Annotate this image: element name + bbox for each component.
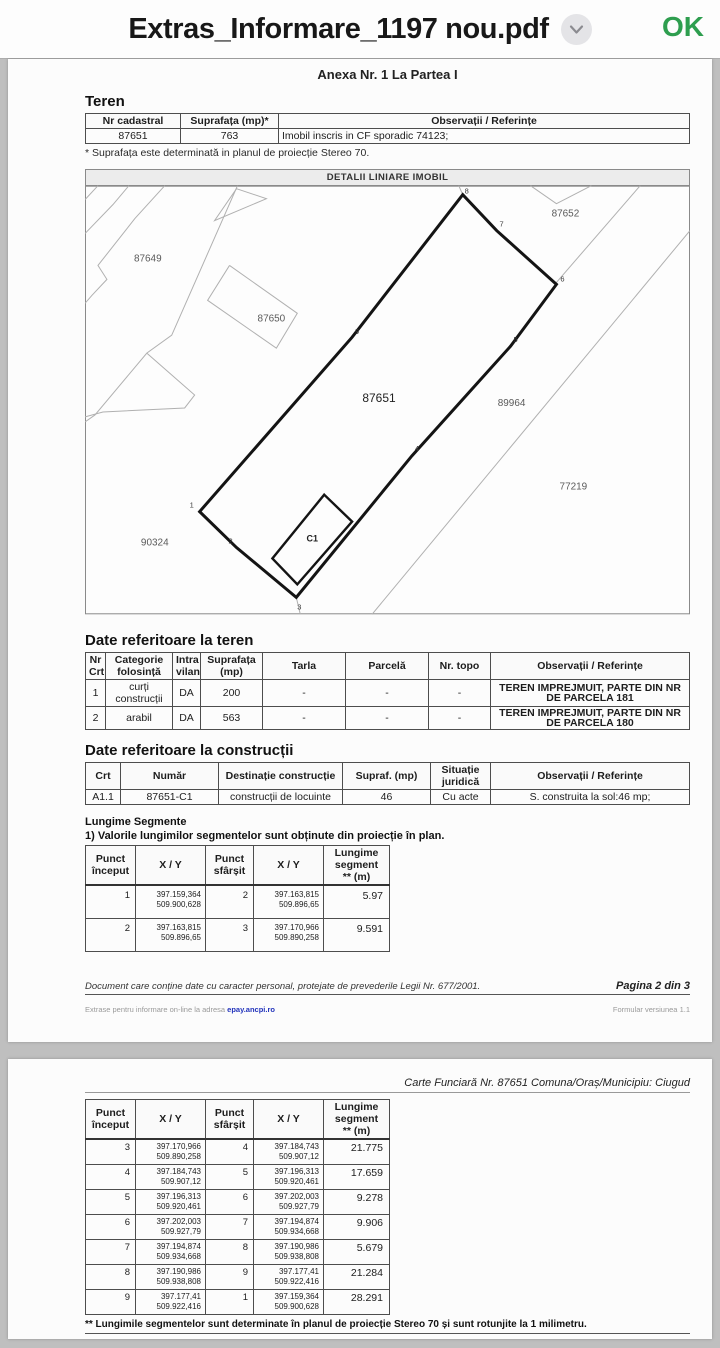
cell-xy-start	[136, 885, 206, 919]
cell-tarla: -	[263, 680, 346, 707]
coord-y: 509.896,65	[278, 900, 319, 909]
coord-y: 509.922,416	[156, 1302, 201, 1311]
coord-x: 397.177,41	[160, 1292, 201, 1301]
cell-xy-start	[136, 1240, 206, 1265]
coord-x: 397.170,966	[274, 923, 319, 932]
teren-details-heading: Date referitoare la teren	[85, 632, 254, 649]
coord-y: 509.934,668	[156, 1252, 201, 1261]
coord-x: 397.184,743	[274, 1142, 319, 1151]
coord-y: 509.920,461	[274, 1177, 319, 1186]
cadastral-map	[85, 185, 690, 615]
cell-parcela: -	[346, 680, 429, 707]
col-header: X / Y	[254, 1100, 324, 1140]
cell-observatii: S. construita la sol:46 mp;	[491, 790, 690, 805]
coord-y: 509.890,258	[274, 933, 319, 942]
col-header: X / Y	[136, 846, 206, 886]
segments-heading: Lungime Segmente	[85, 816, 187, 828]
parcel-label-87650: 87650	[257, 313, 286, 325]
cell-punct-sfarsit: 6	[206, 1190, 254, 1215]
epay-link[interactable]: epay.ancpi.ro	[227, 1005, 275, 1014]
coord-x: 397.163,815	[274, 890, 319, 899]
cell-xy-end	[254, 1190, 324, 1215]
pdf-scroll-viewport[interactable]	[0, 58, 720, 1348]
cell-xy-start	[136, 1265, 206, 1290]
pdf-page-2	[8, 59, 712, 1042]
segment-row	[86, 1190, 390, 1215]
cell-intravilan: DA	[173, 680, 201, 707]
col-header: Număr	[121, 763, 219, 790]
cell-xy-end	[254, 1165, 324, 1190]
col-header: Punct sfârșit	[206, 846, 254, 886]
col-header: Supraf. (mp)	[343, 763, 431, 790]
cell-xy-end	[254, 885, 324, 919]
cell-lungime: 5.97	[324, 885, 390, 919]
cell-punct-inceput: 5	[86, 1190, 136, 1215]
col-header: Nr cadastral	[86, 114, 181, 129]
table-row	[86, 790, 690, 805]
coord-y: 509.934,668	[274, 1227, 319, 1236]
parcel-label-87649: 87649	[133, 253, 162, 265]
coord-y: 509.920,461	[156, 1202, 201, 1211]
cell-parcela: -	[346, 707, 429, 730]
vertex-label: 5	[513, 335, 518, 345]
cell-punct-inceput: 2	[86, 919, 136, 952]
segment-row	[86, 1290, 390, 1315]
coord-y: 509.927,79	[278, 1202, 319, 1211]
cell-punct-inceput: 6	[86, 1215, 136, 1240]
cell-lungime: 9.591	[324, 919, 390, 952]
col-header: Nr. topo	[429, 653, 491, 680]
col-header: Destinație construcție	[219, 763, 343, 790]
vertex-label: 9	[355, 327, 360, 337]
vertex-label: 2	[228, 536, 233, 546]
cell-tarla: -	[263, 707, 346, 730]
cell-suprafata: 763	[181, 129, 279, 144]
cell-lungime: 9.278	[324, 1190, 390, 1215]
cell-xy-end	[254, 1139, 324, 1165]
cell-xy-end	[254, 1290, 324, 1315]
segments-table-2	[85, 1099, 390, 1315]
coord-x: 397.163,815	[156, 923, 201, 932]
page-indicator: Pagina 2 din 3	[616, 980, 690, 992]
segments-footnote: ** Lungimile segmentelor sunt determinate în planul de proiecție Stereo 70 și sunt rotunjite la 1 milimetru.	[85, 1319, 587, 1330]
segment-row	[86, 1139, 390, 1165]
cell-xy-end	[254, 919, 324, 952]
cell-lungime: 21.284	[324, 1265, 390, 1290]
cell-lungime: 28.291	[324, 1290, 390, 1315]
cell-punct-sfarsit: 3	[206, 919, 254, 952]
cell-punct-inceput: 1	[86, 885, 136, 919]
cell-nr: 1	[86, 680, 106, 707]
cell-nr-topo: -	[429, 680, 491, 707]
table-row	[86, 129, 690, 144]
coord-y: 509.907,12	[278, 1152, 319, 1161]
map-title-bar: DETALII LINIARE IMOBIL	[85, 169, 690, 186]
coord-y: 509.907,12	[160, 1177, 201, 1186]
coord-x: 397.159,364	[156, 890, 201, 899]
constructii-table	[85, 762, 690, 805]
cell-lungime: 21.775	[324, 1139, 390, 1165]
coord-x: 397.202,003	[156, 1217, 201, 1226]
annex-title: Anexa Nr. 1 La Partea I	[317, 67, 458, 82]
cell-lungime: 17.659	[324, 1165, 390, 1190]
constructii-heading: Date referitoare la construcții	[85, 742, 294, 759]
col-header: Lungime segment ** (m)	[324, 1100, 390, 1140]
cell-xy-start	[136, 1215, 206, 1240]
coord-x: 397.190,986	[156, 1267, 201, 1276]
cell-punct-sfarsit: 1	[206, 1290, 254, 1315]
cell-punct-sfarsit: 7	[206, 1215, 254, 1240]
cell-punct-inceput: 9	[86, 1290, 136, 1315]
pdf-page-3	[8, 1059, 712, 1339]
col-header: Suprafața (mp)*	[181, 114, 279, 129]
parcel-label-90324: 90324	[140, 537, 169, 549]
cell-intravilan: DA	[173, 707, 201, 730]
coord-y: 509.927,79	[160, 1227, 201, 1236]
parcel-label-87652: 87652	[551, 208, 580, 220]
col-header: Punct sfârșit	[206, 1100, 254, 1140]
cell-punct-inceput: 7	[86, 1240, 136, 1265]
segment-row	[86, 1215, 390, 1240]
coord-y: 509.900,628	[156, 900, 201, 909]
parcel-label-89964: 89964	[497, 397, 526, 409]
cell-lungime: 5.679	[324, 1240, 390, 1265]
cell-nr: 2	[86, 707, 106, 730]
cell-situatie: Cu acte	[431, 790, 491, 805]
cell-destinatie: construcții de locuinte	[219, 790, 343, 805]
footer-divider	[85, 1333, 690, 1334]
col-header: Nr Crt	[86, 653, 106, 680]
cell-punct-sfarsit: 2	[206, 885, 254, 919]
segments-note: 1) Valorile lungimilor segmentelor sunt obținute din proiecție în plan.	[85, 830, 445, 842]
col-header: Situație juridică	[431, 763, 491, 790]
cell-punct-sfarsit: 8	[206, 1240, 254, 1265]
cell-supraf: 46	[343, 790, 431, 805]
building-label-c1: C1	[306, 533, 318, 544]
cell-nr-cadastral: 87651	[86, 129, 181, 144]
col-header: Lungime segment ** (m)	[324, 846, 390, 886]
cell-xy-start	[136, 1190, 206, 1215]
teren-note: * Suprafața este determinată in planul de proiecție Stereo 70.	[85, 147, 370, 159]
teren-table	[85, 113, 690, 144]
coord-x: 397.202,003	[274, 1192, 319, 1201]
pdf-viewer-appbar	[0, 0, 720, 58]
teren-details-table	[85, 652, 690, 730]
footer-meta	[85, 1005, 690, 1014]
segment-row	[86, 1165, 390, 1190]
teren-heading: Teren	[85, 93, 125, 110]
carte-funciara-header: Carte Funciară Nr. 87651 Comuna/Oraș/Municipiu: Ciugud	[404, 1077, 690, 1089]
cell-punct-inceput: 3	[86, 1139, 136, 1165]
title-dropdown-button[interactable]	[561, 14, 592, 45]
cell-observatii: Imobil inscris in CF sporadic 74123;	[279, 129, 690, 144]
parcel-label-87651: 87651	[362, 390, 396, 405]
table-row	[86, 680, 690, 707]
vertex-label: 3	[297, 602, 302, 612]
col-header: X / Y	[254, 846, 324, 886]
col-header: Parcelă	[346, 653, 429, 680]
cell-xy-start	[136, 1165, 206, 1190]
col-header: Punct început	[86, 846, 136, 886]
col-header: Suprafața (mp)	[201, 653, 263, 680]
vertex-label: 4	[414, 443, 419, 453]
coord-y: 509.890,258	[156, 1152, 201, 1161]
cell-punct-sfarsit: 5	[206, 1165, 254, 1190]
col-header: Crt	[86, 763, 121, 790]
coord-x: 397.190,986	[274, 1242, 319, 1251]
segment-row	[86, 1265, 390, 1290]
coord-y: 509.896,65	[160, 933, 201, 942]
coord-y: 509.938,808	[274, 1252, 319, 1261]
coord-y: 509.938,808	[156, 1277, 201, 1286]
coord-x: 397.177,41	[278, 1267, 319, 1276]
cell-punct-sfarsit: 4	[206, 1139, 254, 1165]
vertex-label: 8	[464, 186, 469, 196]
coord-y: 509.900,628	[274, 1302, 319, 1311]
cell-categorie: arabil	[106, 707, 173, 730]
footer-divider	[85, 994, 690, 995]
coord-x: 397.196,313	[274, 1167, 319, 1176]
online-note	[85, 1005, 275, 1014]
coord-x: 397.196,313	[156, 1192, 201, 1201]
table-row	[86, 707, 690, 730]
cell-xy-start	[136, 919, 206, 952]
cell-xy-start	[136, 1290, 206, 1315]
segment-row	[86, 1240, 390, 1265]
cell-suprafata: 200	[201, 680, 263, 707]
coord-x: 397.170,966	[156, 1142, 201, 1151]
col-header: Observații / Referințe	[491, 763, 690, 790]
coord-x: 397.159,364	[274, 1292, 319, 1301]
col-header: Observații / Referințe	[279, 114, 690, 129]
privacy-note: Document care conține date cu caracter personal, protejate de prevederile Legii Nr. 677/2001.	[85, 981, 481, 992]
col-header: Observații / Referințe	[491, 653, 690, 680]
col-header: Punct început	[86, 1100, 136, 1140]
title-group	[0, 0, 720, 58]
parcel-label-77219: 77219	[559, 481, 588, 493]
coord-x: 397.194,874	[156, 1242, 201, 1251]
cell-punct-inceput: 8	[86, 1265, 136, 1290]
cell-crt: A1.1	[86, 790, 121, 805]
cell-xy-end	[254, 1215, 324, 1240]
cell-xy-end	[254, 1240, 324, 1265]
cell-lungime: 9.906	[324, 1215, 390, 1240]
col-header: Intra vilan	[173, 653, 201, 680]
document-title: Extras_Informare_1197 nou.pdf	[128, 12, 549, 45]
cell-xy-end	[254, 1265, 324, 1290]
cell-xy-start	[136, 1139, 206, 1165]
form-version: Formular versiunea 1.1	[612, 1005, 690, 1014]
cell-observatii: TEREN IMPREJMUIT, PARTE DIN NR DE PARCELA 181	[491, 680, 690, 707]
col-header: X / Y	[136, 1100, 206, 1140]
vertex-label: 6	[560, 274, 565, 284]
vertex-label: 7	[499, 219, 504, 229]
col-header: Tarla	[263, 653, 346, 680]
cell-nr-topo: -	[429, 707, 491, 730]
cell-observatii: TEREN IMPREJMUIT, PARTE DIN NR DE PARCELA 180	[491, 707, 690, 730]
page-footer	[85, 980, 690, 992]
header-divider	[85, 1092, 690, 1093]
chevron-down-icon	[569, 23, 584, 36]
cell-punct-inceput: 4	[86, 1165, 136, 1190]
coord-x: 397.194,874	[274, 1217, 319, 1226]
segment-row	[86, 885, 390, 919]
cell-punct-sfarsit: 9	[206, 1265, 254, 1290]
segments-table-1	[85, 845, 390, 952]
online-note-text: Extrase pentru informare on-line la adresa	[85, 1005, 226, 1014]
segment-row	[86, 919, 390, 952]
coord-x: 397.184,743	[156, 1167, 201, 1176]
ok-button[interactable]: OK	[662, 11, 704, 42]
cell-categorie: curți construcții	[106, 680, 173, 707]
col-header: Categorie folosință	[106, 653, 173, 680]
vertex-label: 1	[189, 500, 194, 510]
cell-suprafata: 563	[201, 707, 263, 730]
cell-numar: 87651-C1	[121, 790, 219, 805]
coord-y: 509.922,416	[274, 1277, 319, 1286]
